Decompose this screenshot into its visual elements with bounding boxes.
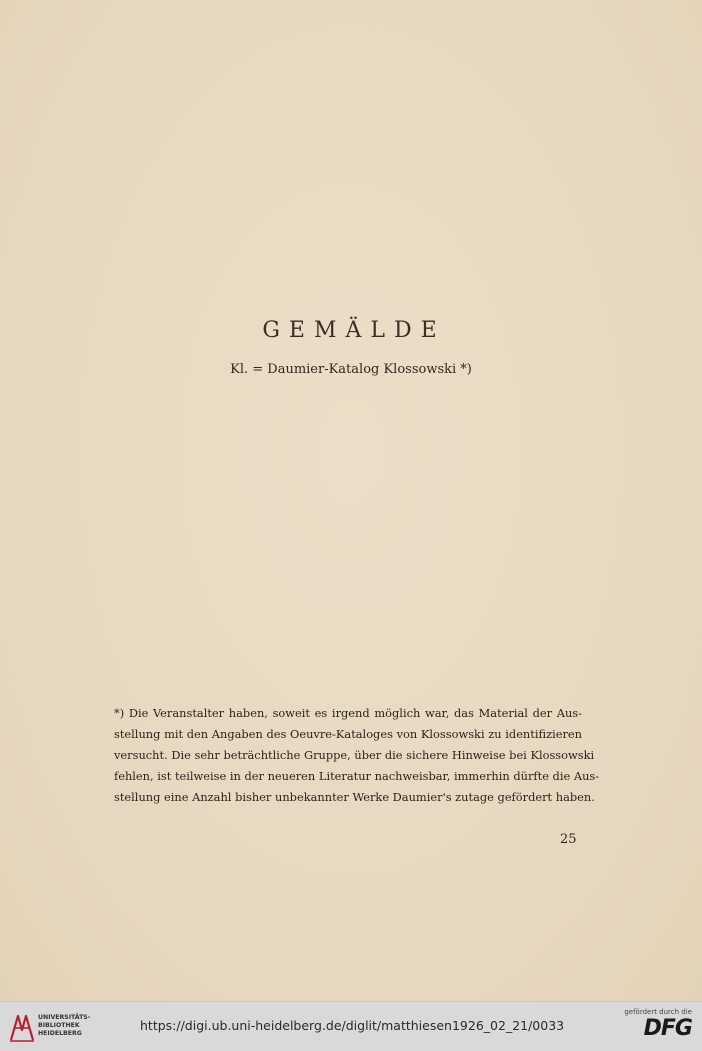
permalink-url[interactable]: https://digi.ub.uni-heidelberg.de/diglit/matthiesen1926_02_21/0033 (140, 1018, 565, 1033)
library-name-line: BIBLIOTHEK (38, 1022, 80, 1029)
funded-by-label: gefördert durch die (624, 1008, 692, 1016)
funder-logo[interactable] (622, 1008, 692, 1042)
page-title: GEMÄLDE (262, 318, 446, 343)
library-name-line: UNIVERSITÄTS- (38, 1014, 91, 1021)
footnote-line: stellung eine Anzahl bisher unbekannter Werke Daumier's zutage gefördert haben. (114, 790, 595, 804)
library-logo[interactable] (8, 1010, 98, 1044)
page-subtitle: Kl. = Daumier-Katalog Klossowski *) (230, 362, 472, 377)
footnote-line: stellung mit den Angaben des Oeuvre-Kataloges von Klossowski zu identifizieren (114, 727, 582, 741)
footnote-line: versucht. Die sehr beträchtliche Gruppe, über die sichere Hinweise bei Klossowski (114, 748, 595, 762)
library-name-line: HEIDELBERG (38, 1030, 82, 1037)
dfg-logo-text: DFG (643, 1016, 692, 1041)
footnote-line: *) Die Veranstalter haben, soweit es irgend möglich war, das Material der Aus- (114, 706, 582, 720)
viewer-footer (0, 1001, 702, 1051)
library-name (38, 1014, 90, 1038)
page-number: 25 (560, 832, 577, 847)
footnote (114, 703, 600, 808)
footnote-line: fehlen, ist teilweise in der neueren Literatur nachweisbar, immerhin dürfte die Aus- (114, 769, 600, 783)
heidelberg-library-logo-icon (8, 1010, 36, 1044)
